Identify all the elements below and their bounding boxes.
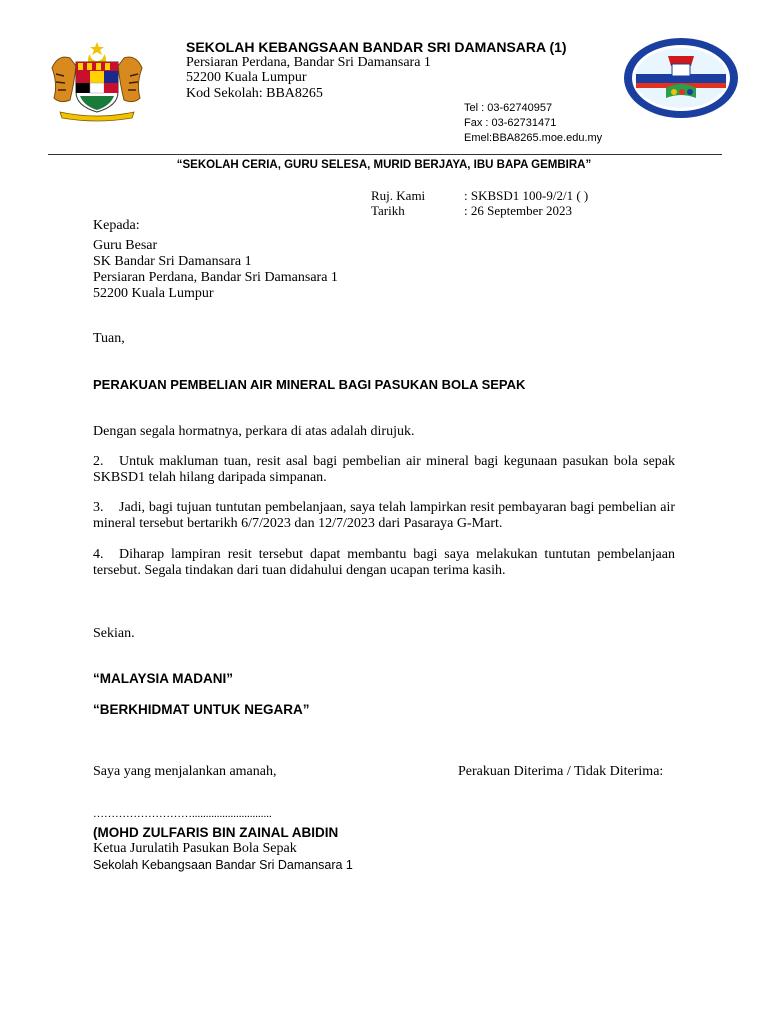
signature-label-left: Saya yang menjalankan amanah, (93, 764, 277, 779)
signatory-school: Sekolah Kebangsaan Bandar Sri Damansara 1 (93, 858, 353, 872)
recipient-line2: SK Bandar Sri Damansara 1 (93, 254, 252, 269)
date-label: Tarikh (371, 203, 405, 218)
signatory-name: (MOHD ZULFARIS BIN ZAINAL ABIDIN (93, 825, 339, 840)
letter-subject: PERAKUAN PEMBELIAN AIR MINERAL BAGI PASUKAN BOLA SEPAK (93, 377, 526, 392)
signatory-title: Ketua Jurulatih Pasukan Bola Sepak (93, 841, 297, 856)
paragraph-3-text: Jadi, bagi tujuan tuntutan pembelanjaan, saya telah lampirkan resit pembayaran bagi pembelian air mineral tersebut bertarikh 6/7/2023 dan 12/7/2023 dari Pasaraya G-Mart. (93, 500, 675, 531)
school-logo (622, 36, 740, 120)
ref-label: Ruj. Kami (371, 188, 426, 203)
paragraph-2-text: Untuk makluman tuan, resit asal bagi pembelian air mineral bagi kegunaan pasukan bola sepak SKBSD1 telah hilang daripada simpanan. (93, 454, 675, 485)
recipient-line3: Persiaran Perdana, Bandar Sri Damansara 1 (93, 270, 338, 285)
school-motto: “SEKOLAH CERIA, GURU SELESA, MURID BERJAYA, IBU BAPA GEMBIRA” (176, 159, 592, 171)
recipient-heading: Kepada: (93, 218, 140, 233)
recipient-line1: Guru Besar (93, 238, 158, 253)
paragraph-2 (93, 454, 675, 486)
recipient-line4: 52200 Kuala Lumpur (93, 286, 214, 301)
school-name: SEKOLAH KEBANGSAAN BANDAR SRI DAMANSARA (1) (186, 39, 567, 55)
opening-line: Dengan segala hormatnya, perkara di atas adalah dirujuk. (93, 424, 415, 439)
salutation: Tuan, (93, 331, 125, 346)
school-email: Emel:BBA8265.moe.edu.my (464, 132, 603, 144)
coat-of-arms-logo (44, 38, 150, 122)
closing-line: Sekian. (93, 626, 135, 641)
paragraph-2-number: 2. (93, 454, 104, 469)
school-fax: Fax : 03-62731471 (464, 117, 557, 129)
ref-value: : SKBSD1 100-9/2/1 ( ) (464, 188, 589, 203)
slogan-berkhidmat: “BERKHIDMAT UNTUK NEGARA” (93, 702, 310, 717)
signature-label-right: Perakuan Diterima / Tidak Diterima: (458, 764, 664, 779)
slogan-malaysia-madani: “MALAYSIA MADANI” (93, 671, 234, 686)
paragraph-4-text: Diharap lampiran resit tersebut dapat membantu bagi saya melakukan tuntutan pembelanjaan tersebut. Segala tindakan dari tuan didahului dengan ucapan terima kasih. (93, 547, 675, 578)
paragraph-4 (93, 547, 675, 579)
header-divider (48, 154, 722, 155)
school-address-line2: 52200 Kuala Lumpur (186, 70, 307, 85)
signature-dotted-line: ………………………............................. (93, 808, 272, 820)
paragraph-3 (93, 500, 675, 532)
school-code: Kod Sekolah: BBA8265 (186, 86, 323, 101)
date-value: : 26 September 2023 (464, 203, 572, 218)
school-address-line1: Persiaran Perdana, Bandar Sri Damansara 1 (186, 55, 431, 70)
paragraph-4-number: 4. (93, 547, 104, 562)
school-tel: Tel : 03-62740957 (464, 102, 553, 114)
paragraph-3-number: 3. (93, 500, 104, 515)
